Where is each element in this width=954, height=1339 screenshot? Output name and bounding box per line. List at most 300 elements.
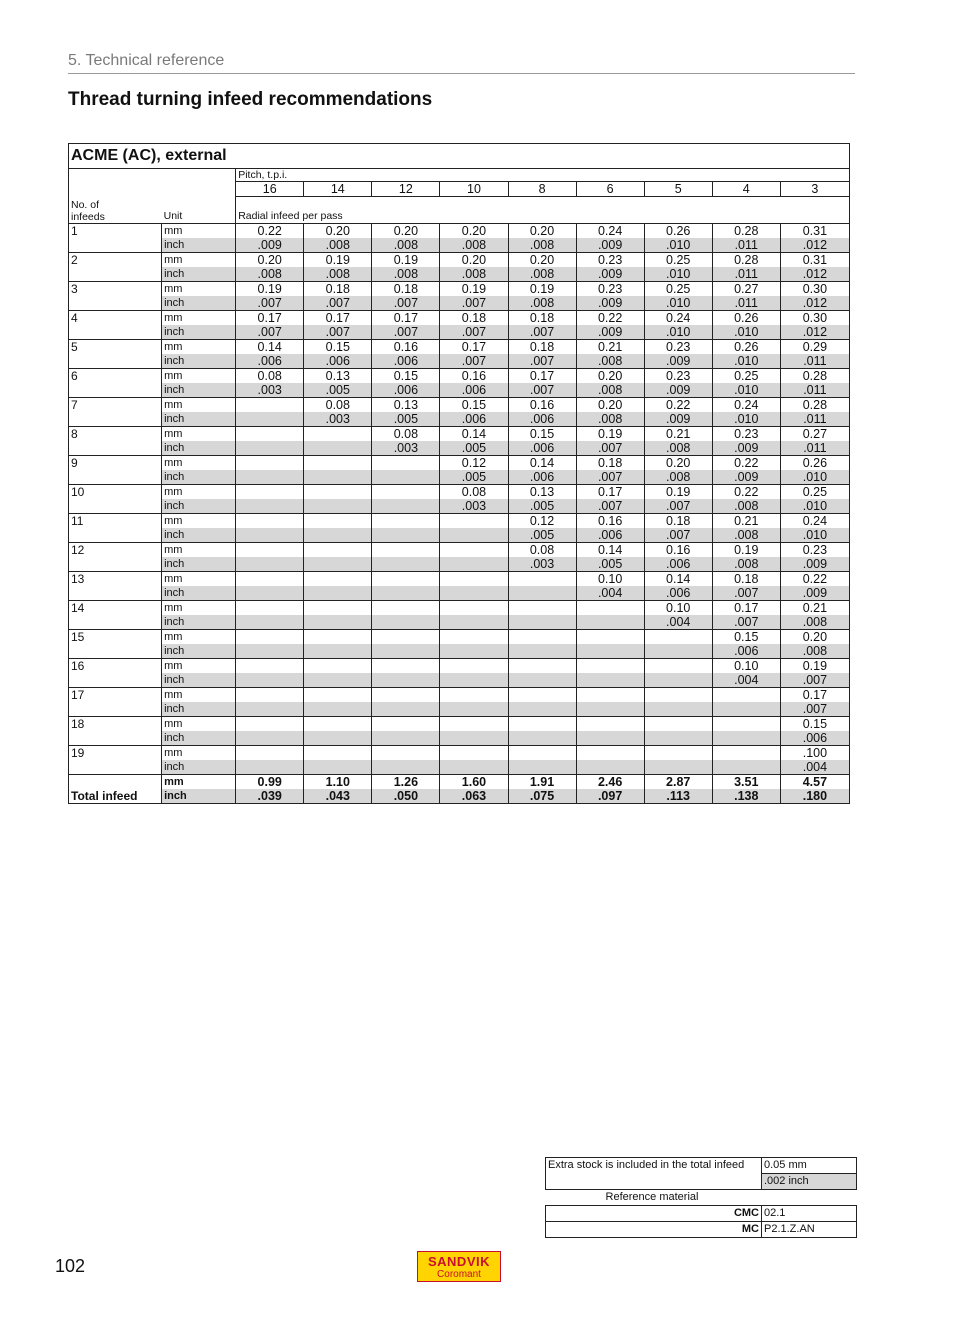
value-cell: .007 bbox=[304, 296, 372, 311]
value-cell: .007 bbox=[780, 673, 849, 688]
value-cell: 2.87 bbox=[644, 774, 712, 789]
unit-cell: mm bbox=[162, 658, 236, 673]
value-cell: 0.14 bbox=[236, 339, 304, 354]
value-cell: 0.21 bbox=[780, 600, 849, 615]
value-cell: 0.20 bbox=[576, 397, 644, 412]
value-cell: .007 bbox=[304, 325, 372, 340]
value-cell: .008 bbox=[508, 238, 576, 253]
value-cell: 0.20 bbox=[508, 252, 576, 267]
unit-cell: inch bbox=[162, 354, 236, 369]
value-cell: 0.99 bbox=[236, 774, 304, 789]
value-cell bbox=[304, 745, 372, 760]
value-cell: 0.22 bbox=[712, 455, 780, 470]
cmc-value: 02.1 bbox=[762, 1206, 857, 1222]
value-cell: .007 bbox=[236, 296, 304, 311]
value-cell bbox=[236, 658, 304, 673]
total-label: Total infeed bbox=[69, 774, 162, 803]
value-cell: .007 bbox=[576, 441, 644, 456]
value-cell: .004 bbox=[644, 615, 712, 630]
value-cell: .009 bbox=[712, 470, 780, 485]
value-cell: 0.25 bbox=[644, 281, 712, 296]
value-cell: 0.20 bbox=[372, 223, 440, 238]
unit-cell: inch bbox=[162, 412, 236, 427]
value-cell: 0.17 bbox=[508, 368, 576, 383]
cmc-label: CMC bbox=[546, 1206, 762, 1222]
value-cell bbox=[576, 644, 644, 659]
table-row-mm bbox=[69, 484, 850, 499]
value-cell bbox=[440, 658, 508, 673]
value-cell: 0.20 bbox=[576, 368, 644, 383]
value-cell: .008 bbox=[576, 383, 644, 398]
value-cell bbox=[644, 716, 712, 731]
value-cell: 0.14 bbox=[440, 426, 508, 441]
value-cell: .006 bbox=[644, 557, 712, 572]
value-cell bbox=[644, 687, 712, 702]
value-cell bbox=[440, 571, 508, 586]
infeed-number: 15 bbox=[69, 629, 162, 658]
value-cell: 0.28 bbox=[780, 397, 849, 412]
value-cell: 0.17 bbox=[780, 687, 849, 702]
value-cell bbox=[440, 629, 508, 644]
value-cell: .006 bbox=[236, 354, 304, 369]
value-cell: 0.24 bbox=[780, 513, 849, 528]
value-cell: 0.30 bbox=[780, 310, 849, 325]
value-cell bbox=[304, 687, 372, 702]
value-cell bbox=[440, 542, 508, 557]
value-cell bbox=[372, 571, 440, 586]
value-cell bbox=[236, 397, 304, 412]
value-cell bbox=[712, 687, 780, 702]
infeed-number: 17 bbox=[69, 687, 162, 716]
value-cell: 0.25 bbox=[780, 484, 849, 499]
value-cell bbox=[236, 455, 304, 470]
value-cell bbox=[236, 745, 304, 760]
value-cell: 0.22 bbox=[576, 310, 644, 325]
value-cell: 0.31 bbox=[780, 223, 849, 238]
value-cell: .007 bbox=[508, 325, 576, 340]
value-cell bbox=[508, 586, 576, 601]
unit-cell: mm bbox=[162, 774, 236, 789]
pitch-label: Pitch, t.p.i. bbox=[236, 169, 850, 182]
value-cell: .003 bbox=[236, 383, 304, 398]
value-cell: .011 bbox=[780, 441, 849, 456]
value-cell bbox=[508, 644, 576, 659]
extra-stock-table bbox=[545, 1157, 857, 1238]
value-cell: 3.51 bbox=[712, 774, 780, 789]
unit-cell: inch bbox=[162, 702, 236, 717]
value-cell bbox=[576, 629, 644, 644]
infeed-number: 18 bbox=[69, 716, 162, 745]
unit-cell: mm bbox=[162, 223, 236, 238]
table-row-mm bbox=[69, 310, 850, 325]
page-title: Thread turning infeed recommendations bbox=[68, 89, 433, 110]
infeed-number: 1 bbox=[69, 223, 162, 252]
value-cell bbox=[236, 441, 304, 456]
value-cell: .010 bbox=[712, 325, 780, 340]
value-cell: 0.27 bbox=[712, 281, 780, 296]
unit-cell: inch bbox=[162, 296, 236, 311]
unit-cell: inch bbox=[162, 557, 236, 572]
table-row-inch bbox=[69, 644, 850, 659]
value-cell bbox=[508, 658, 576, 673]
value-cell: 0.15 bbox=[712, 629, 780, 644]
value-cell: .039 bbox=[236, 789, 304, 804]
value-cell bbox=[440, 615, 508, 630]
table-row-mm bbox=[69, 571, 850, 586]
value-cell bbox=[508, 745, 576, 760]
value-cell bbox=[304, 513, 372, 528]
unit-cell: mm bbox=[162, 368, 236, 383]
table-row-mm bbox=[69, 687, 850, 702]
value-cell bbox=[644, 644, 712, 659]
value-cell bbox=[236, 673, 304, 688]
value-cell: .050 bbox=[372, 789, 440, 804]
pitch-header-cell: 10 bbox=[440, 182, 508, 197]
value-cell: 0.29 bbox=[780, 339, 849, 354]
value-cell: .008 bbox=[644, 470, 712, 485]
value-cell bbox=[644, 673, 712, 688]
value-cell: .008 bbox=[780, 615, 849, 630]
value-cell: .006 bbox=[508, 412, 576, 427]
value-cell: 0.16 bbox=[372, 339, 440, 354]
value-cell: .007 bbox=[372, 325, 440, 340]
value-cell: .004 bbox=[712, 673, 780, 688]
value-cell bbox=[372, 542, 440, 557]
value-cell: 0.26 bbox=[780, 455, 849, 470]
value-cell: 0.24 bbox=[712, 397, 780, 412]
extra-stock-label: Extra stock is included in the total infeed bbox=[546, 1158, 762, 1174]
infeed-table bbox=[68, 143, 850, 804]
pitch-header-cell: 4 bbox=[712, 182, 780, 197]
value-cell bbox=[372, 731, 440, 746]
unit-cell: inch bbox=[162, 267, 236, 282]
value-cell: .009 bbox=[236, 238, 304, 253]
value-cell bbox=[440, 745, 508, 760]
value-cell: .007 bbox=[440, 354, 508, 369]
infeed-number: 2 bbox=[69, 252, 162, 281]
table-row-inch bbox=[69, 383, 850, 398]
value-cell: 0.26 bbox=[712, 310, 780, 325]
value-cell: 0.16 bbox=[644, 542, 712, 557]
table-row-inch bbox=[69, 441, 850, 456]
value-cell: 0.17 bbox=[304, 310, 372, 325]
value-cell: .007 bbox=[440, 296, 508, 311]
value-cell bbox=[644, 658, 712, 673]
value-cell bbox=[372, 600, 440, 615]
value-cell: 0.18 bbox=[440, 310, 508, 325]
value-cell: 0.28 bbox=[780, 368, 849, 383]
value-cell bbox=[372, 745, 440, 760]
unit-cell: inch bbox=[162, 441, 236, 456]
extra-stock-mm: 0.05 mm bbox=[762, 1158, 857, 1174]
value-cell: 0.20 bbox=[508, 223, 576, 238]
value-cell bbox=[372, 687, 440, 702]
unit-cell: inch bbox=[162, 731, 236, 746]
value-cell bbox=[508, 702, 576, 717]
value-cell: .007 bbox=[644, 528, 712, 543]
table-title: ACME (AC), external bbox=[69, 144, 850, 169]
value-cell: .005 bbox=[576, 557, 644, 572]
value-cell: .138 bbox=[712, 789, 780, 804]
unit-cell: inch bbox=[162, 586, 236, 601]
table-row-inch bbox=[69, 499, 850, 514]
table-row-mm bbox=[69, 745, 850, 760]
value-cell: .005 bbox=[440, 470, 508, 485]
value-cell: .012 bbox=[780, 325, 849, 340]
value-cell bbox=[576, 658, 644, 673]
value-cell: .010 bbox=[644, 238, 712, 253]
value-cell bbox=[440, 644, 508, 659]
total-row-mm bbox=[69, 774, 850, 789]
value-cell: 0.13 bbox=[304, 368, 372, 383]
table-row-inch bbox=[69, 238, 850, 253]
value-cell: .006 bbox=[644, 586, 712, 601]
section-heading: 5. Technical reference bbox=[68, 52, 225, 69]
value-cell: 1.26 bbox=[372, 774, 440, 789]
value-cell bbox=[372, 557, 440, 572]
value-cell: 0.15 bbox=[780, 716, 849, 731]
value-cell bbox=[372, 760, 440, 775]
value-cell: 0.22 bbox=[712, 484, 780, 499]
value-cell: .009 bbox=[644, 412, 712, 427]
value-cell: 0.20 bbox=[440, 223, 508, 238]
value-cell: 0.18 bbox=[576, 455, 644, 470]
value-cell bbox=[236, 731, 304, 746]
value-cell: .003 bbox=[372, 441, 440, 456]
unit-cell: inch bbox=[162, 528, 236, 543]
infeed-number: 7 bbox=[69, 397, 162, 426]
value-cell bbox=[236, 615, 304, 630]
value-cell bbox=[372, 673, 440, 688]
value-cell bbox=[508, 571, 576, 586]
page-number: 102 bbox=[55, 1256, 86, 1276]
unit-cell: mm bbox=[162, 252, 236, 267]
value-cell: 0.18 bbox=[508, 310, 576, 325]
value-cell: .003 bbox=[508, 557, 576, 572]
table-row-mm bbox=[69, 542, 850, 557]
value-cell: .180 bbox=[780, 789, 849, 804]
value-cell bbox=[304, 731, 372, 746]
value-cell bbox=[576, 615, 644, 630]
value-cell bbox=[372, 615, 440, 630]
unit-cell: inch bbox=[162, 325, 236, 340]
infeed-number: 16 bbox=[69, 658, 162, 687]
value-cell: 4.57 bbox=[780, 774, 849, 789]
value-cell bbox=[508, 615, 576, 630]
value-cell: .006 bbox=[372, 354, 440, 369]
value-cell: 0.19 bbox=[576, 426, 644, 441]
pitch-header-cell: 8 bbox=[508, 182, 576, 197]
value-cell bbox=[440, 702, 508, 717]
table-row-inch bbox=[69, 557, 850, 572]
pitch-header-cell: 14 bbox=[304, 182, 372, 197]
value-cell bbox=[440, 586, 508, 601]
value-cell: 0.19 bbox=[712, 542, 780, 557]
value-cell bbox=[304, 716, 372, 731]
table-row-inch bbox=[69, 673, 850, 688]
mc-value: P2.1.Z.AN bbox=[762, 1222, 857, 1238]
value-cell: 0.19 bbox=[440, 281, 508, 296]
value-cell: .009 bbox=[576, 238, 644, 253]
infeed-number: 13 bbox=[69, 571, 162, 600]
value-cell bbox=[576, 687, 644, 702]
table-row-inch bbox=[69, 325, 850, 340]
value-cell: .003 bbox=[440, 499, 508, 514]
table-row-mm bbox=[69, 281, 850, 296]
value-cell: 0.10 bbox=[712, 658, 780, 673]
value-cell bbox=[304, 484, 372, 499]
infeed-number: 3 bbox=[69, 281, 162, 310]
value-cell bbox=[644, 702, 712, 717]
table-row-inch bbox=[69, 354, 850, 369]
value-cell: .011 bbox=[780, 412, 849, 427]
total-row-inch bbox=[69, 789, 850, 804]
value-cell: 0.12 bbox=[508, 513, 576, 528]
value-cell: 0.12 bbox=[440, 455, 508, 470]
infeed-number: 8 bbox=[69, 426, 162, 455]
value-cell: .005 bbox=[508, 499, 576, 514]
value-cell bbox=[440, 731, 508, 746]
value-cell: 0.10 bbox=[644, 600, 712, 615]
value-cell: .063 bbox=[440, 789, 508, 804]
value-cell bbox=[372, 484, 440, 499]
value-cell bbox=[304, 600, 372, 615]
value-cell: 0.17 bbox=[372, 310, 440, 325]
value-cell bbox=[712, 760, 780, 775]
value-cell bbox=[236, 470, 304, 485]
value-cell: 0.28 bbox=[712, 252, 780, 267]
value-cell: .007 bbox=[576, 499, 644, 514]
value-cell: 0.20 bbox=[440, 252, 508, 267]
unit-cell: mm bbox=[162, 281, 236, 296]
table-row-mm bbox=[69, 252, 850, 267]
value-cell: .012 bbox=[780, 296, 849, 311]
value-cell: .006 bbox=[576, 528, 644, 543]
value-cell: .008 bbox=[304, 238, 372, 253]
unit-cell: inch bbox=[162, 238, 236, 253]
value-cell bbox=[304, 455, 372, 470]
unit-cell: mm bbox=[162, 513, 236, 528]
value-cell: .010 bbox=[644, 325, 712, 340]
value-cell bbox=[712, 745, 780, 760]
value-cell bbox=[644, 745, 712, 760]
value-cell: .005 bbox=[372, 412, 440, 427]
value-cell: 0.19 bbox=[508, 281, 576, 296]
value-cell bbox=[508, 600, 576, 615]
table-row-mm bbox=[69, 339, 850, 354]
value-cell: 0.18 bbox=[372, 281, 440, 296]
value-cell: 0.23 bbox=[780, 542, 849, 557]
value-cell bbox=[236, 586, 304, 601]
value-cell: .011 bbox=[712, 296, 780, 311]
value-cell: 0.18 bbox=[304, 281, 372, 296]
value-cell: 0.20 bbox=[644, 455, 712, 470]
value-cell: .011 bbox=[780, 383, 849, 398]
table-row-inch bbox=[69, 267, 850, 282]
value-cell: .011 bbox=[712, 267, 780, 282]
value-cell: 1.91 bbox=[508, 774, 576, 789]
value-cell bbox=[508, 687, 576, 702]
value-cell bbox=[372, 629, 440, 644]
value-cell: .007 bbox=[508, 354, 576, 369]
unit-cell: inch bbox=[162, 383, 236, 398]
value-cell: .008 bbox=[508, 267, 576, 282]
unit-cell: inch bbox=[162, 499, 236, 514]
value-cell bbox=[304, 426, 372, 441]
value-cell: .009 bbox=[576, 325, 644, 340]
value-cell bbox=[372, 716, 440, 731]
value-cell: 0.17 bbox=[440, 339, 508, 354]
extra-stock-inch: .002 inch bbox=[762, 1174, 857, 1190]
table-row-mm bbox=[69, 629, 850, 644]
value-cell bbox=[372, 513, 440, 528]
value-cell: .007 bbox=[712, 586, 780, 601]
value-cell bbox=[304, 629, 372, 644]
value-cell bbox=[644, 760, 712, 775]
value-cell: .010 bbox=[780, 499, 849, 514]
value-cell bbox=[304, 615, 372, 630]
value-cell: .006 bbox=[780, 731, 849, 746]
value-cell: 0.17 bbox=[236, 310, 304, 325]
value-cell: .012 bbox=[780, 238, 849, 253]
value-cell: 0.08 bbox=[440, 484, 508, 499]
value-cell bbox=[304, 702, 372, 717]
radial-infeed-header: Radial infeed per pass bbox=[236, 197, 850, 224]
value-cell: 0.23 bbox=[644, 339, 712, 354]
value-cell: 0.18 bbox=[644, 513, 712, 528]
value-cell: .004 bbox=[780, 760, 849, 775]
value-cell: 1.60 bbox=[440, 774, 508, 789]
logo-line-2: Coromant bbox=[437, 1269, 481, 1280]
unit-cell: mm bbox=[162, 600, 236, 615]
value-cell: 0.08 bbox=[236, 368, 304, 383]
value-cell: 0.21 bbox=[712, 513, 780, 528]
value-cell bbox=[236, 412, 304, 427]
value-cell: .113 bbox=[644, 789, 712, 804]
value-cell: 0.25 bbox=[644, 252, 712, 267]
value-cell bbox=[440, 716, 508, 731]
value-cell: .008 bbox=[236, 267, 304, 282]
unit-cell: mm bbox=[162, 339, 236, 354]
unit-cell: mm bbox=[162, 310, 236, 325]
value-cell: 0.17 bbox=[576, 484, 644, 499]
pitch-header-cell: 6 bbox=[576, 182, 644, 197]
value-cell: .008 bbox=[780, 644, 849, 659]
unit-cell: inch bbox=[162, 673, 236, 688]
value-cell: .007 bbox=[644, 499, 712, 514]
value-cell: 0.15 bbox=[508, 426, 576, 441]
value-cell bbox=[644, 731, 712, 746]
logo-line-1: SANDVIK bbox=[427, 1254, 490, 1269]
value-cell bbox=[440, 673, 508, 688]
unit-cell: inch bbox=[162, 470, 236, 485]
value-cell: 0.25 bbox=[712, 368, 780, 383]
value-cell bbox=[304, 441, 372, 456]
value-cell: .005 bbox=[508, 528, 576, 543]
table-row-inch bbox=[69, 731, 850, 746]
value-cell bbox=[440, 687, 508, 702]
value-cell bbox=[372, 528, 440, 543]
value-cell: 0.15 bbox=[372, 368, 440, 383]
value-cell: 0.23 bbox=[576, 281, 644, 296]
infeed-number: 4 bbox=[69, 310, 162, 339]
value-cell bbox=[576, 673, 644, 688]
value-cell bbox=[304, 528, 372, 543]
value-cell: 0.08 bbox=[508, 542, 576, 557]
value-cell: 0.16 bbox=[508, 397, 576, 412]
value-cell: .008 bbox=[712, 557, 780, 572]
value-cell: .010 bbox=[712, 354, 780, 369]
